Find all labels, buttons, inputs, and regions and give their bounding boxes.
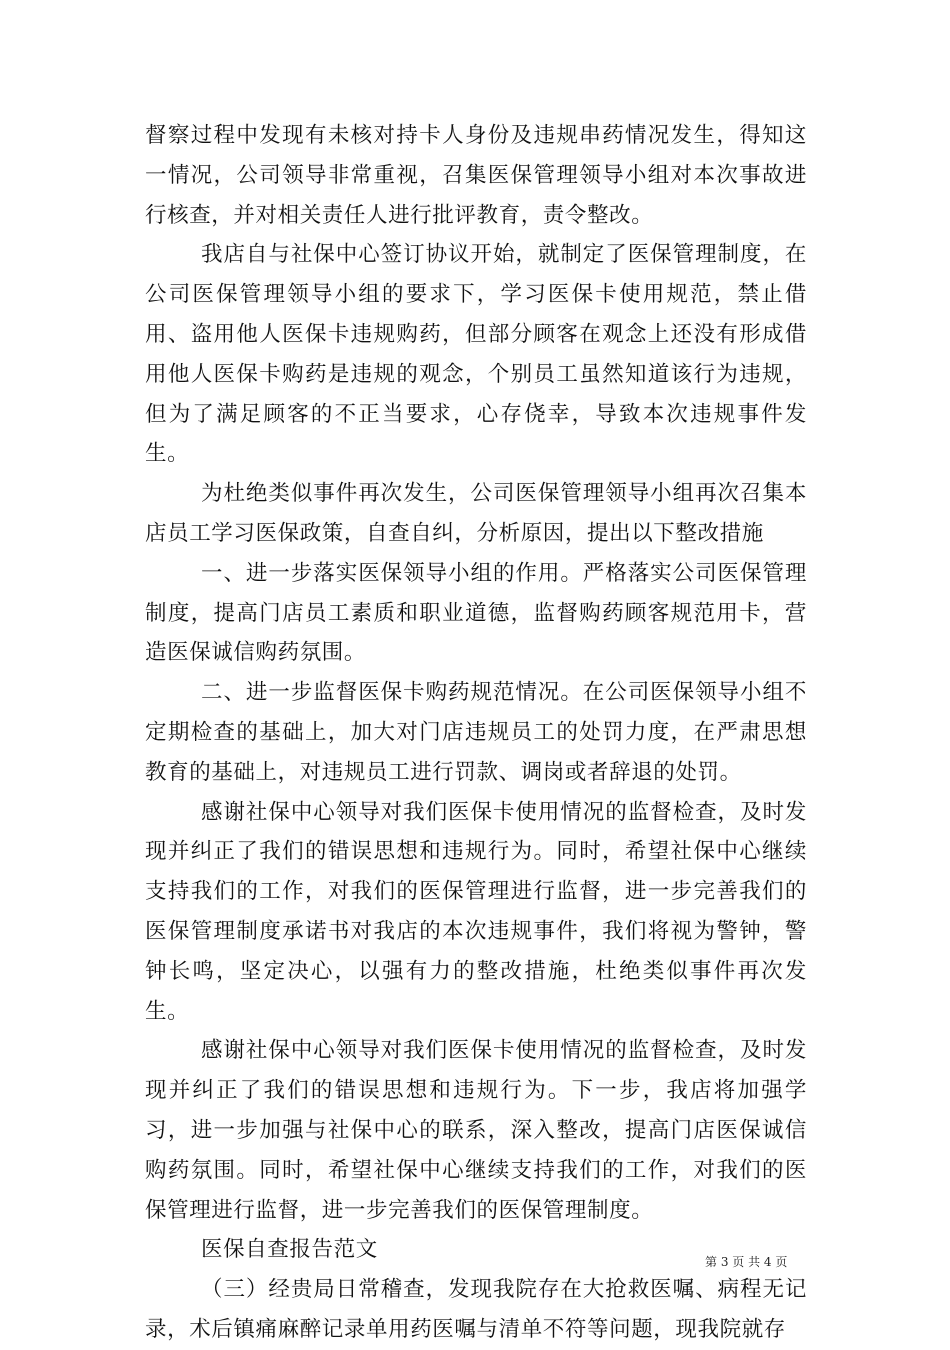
paragraph-thanks-one: 感谢社保中心领导对我们医保卡使用情况的监督检查，及时发现并纠正了我们的错误思想和违规行为。同时，希望社保中心继续支持我们的工作，对我们的医保管理进行监督，进一步完善我们的医保管理制度承诺书对我店的本次违规事件，我们将视为警钟，警钟长鸣，坚定决心，以强有力的整改措施，杜绝类似事件再次发生。	[145, 799, 807, 1024]
paragraph-thanks-two: 感谢社保中心领导对我们医保卡使用情况的监督检查，及时发现并纠正了我们的错误思想和违规行为。下一步，我店将加强学习，进一步加强与社保中心的联系，深入整改，提高门店医保诚信购药氛围。同时，希望社保中心继续支持我们的工作，对我们的医保管理进行监督，进一步完善我们的医保管理制度。	[145, 1038, 807, 1223]
paragraph-measure-two: 二、进一步监督医保卡购药规范情况。在公司医保领导小组不定期检查的基础上，加大对门店违规员工的处罚力度，在严肃思想教育的基础上，对违规员工进行罚款、调岗或者辞退的处罚。	[145, 680, 807, 785]
document-body	[145, 116, 807, 1350]
page-number-label: 第 3 页 共 4 页	[705, 1255, 788, 1269]
paragraph-management-system: 我店自与社保中心签订协议开始，就制定了医保管理制度，在公司医保管理领导小组的要求下，学习医保卡使用规范，禁止借用、盗用他人医保卡违规购药，但部分顾客在观念上还没有形成借用他人医保卡购药是违规的观念，个别员工虽然知道该行为违规，但为了满足顾客的不正当要求，心存侥幸，导致本次违规事件发生。	[145, 242, 807, 467]
page-number-footer	[705, 1253, 787, 1270]
paragraph-continuation: 督察过程中发现有未核对持卡人身份及违规串药情况发生，得知这一情况，公司领导非常重视，召集医保管理领导小组对本次事故进行核查，并对相关责任人进行批评教育，责令整改。	[145, 123, 807, 228]
paragraph-rectification-intro: 为杜绝类似事件再次发生，公司医保管理领导小组再次召集本店员工学习医保政策，自查自纠，分析原因，提出以下整改措施	[145, 481, 807, 546]
paragraph-audit-findings: （三）经贵局日常稽查，发现我院存在大抢救医嘱、病程无记录，术后镇痛麻醉记录单用药医嘱与清单不符等问题，现我院就存	[145, 1277, 807, 1342]
paragraph-measure-one: 一、进一步落实医保领导小组的作用。严格落实公司医保管理制度，提高门店员工素质和职业道德，监督购药顾客规范用卡，营造医保诚信购药氛围。	[145, 560, 807, 666]
section-heading: 医保自查报告范文	[201, 1237, 378, 1263]
